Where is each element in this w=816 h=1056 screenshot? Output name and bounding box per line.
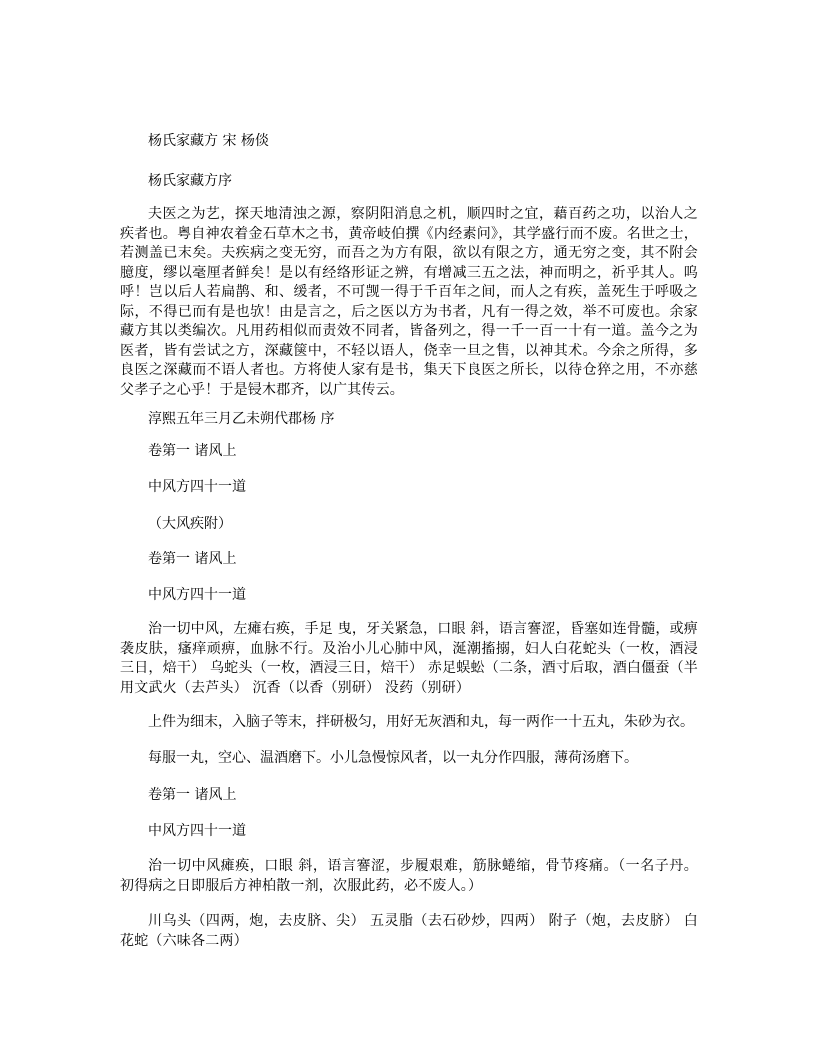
ingredients-list: 川乌头（四两，炮，去皮脐、尖） 五灵脂（去石砂炒，四两） 附子（炮，去皮脐） 白花蛇（六味各二两）	[120, 913, 698, 949]
preface-title: 杨氏家藏方序	[148, 173, 232, 189]
recipe-count-heading: 中风方四十一道	[148, 479, 246, 495]
section-note: （大风疾附）	[148, 516, 232, 532]
recipe-indication-paragraph: 治一切中风，左瘫右痪，手足 曳，牙关紧急，口眼 斜，语言謇涩，昏塞如连骨髓，或痹袭皮肤，瘙痒顽痹，血脉不行。及治小儿心肺中风，涎潮搐搦，妇人白花蛇头（一枚，酒浸三日，焙干） 乌蛇头（一枚，酒浸三日，焙干） 赤足蜈蚣（二条，酒寸后取，酒白僵蚕（半用文武火（去芦头） 沉香（以香（别研） 没药（别研）	[120, 621, 698, 696]
dosage-instructions: 每服一丸，空心、温酒磨下。小儿急慢惊风者，以一丸分作四服，薄荷汤磨下。	[148, 750, 638, 766]
preface-signature: 淳熙五年三月乙未朔代郡杨 序	[148, 411, 335, 427]
volume-heading: 卷第一 诸风上	[148, 443, 237, 459]
recipe-count-heading: 中风方四十一道	[148, 587, 246, 603]
volume-heading: 卷第一 诸风上	[148, 551, 237, 567]
volume-heading: 卷第一 诸风上	[148, 787, 237, 803]
recipe-count-heading: 中风方四十一道	[148, 823, 246, 839]
preparation-method: 上件为细末，入脑子等末，拌研极匀，用好无灰酒和丸，每一两作一十五丸，朱砂为衣。	[148, 714, 694, 730]
preface-body: 夫医之为艺，探天地清浊之源，察阴阳消息之机，顺四时之宜，藉百药之功，以治人之疾者也。粤自神农着金石草木之书，黄帝岐伯撰《内经素问》，其学盛行而不废。名世之士，若测盖已末矣。夫疾病之变无穷，而吾之为方有限，欲以有限之方，通无穷之变，其不附会臆度，缪以毫厘者鲜矣！是以有经络形证之辨，有增减三五之法，神而明之，祈乎其人。呜呼！岂以后人若扁鹊、和、缓者，不可觊一得于千百年之间，而人之有疾，盖死生于呼吸之际，不得已而有是也欤！由是言之，后之医以方为书者，凡有一得之效，举不可废也。余家藏方其以类编次。凡用药相似而责效不同者，皆备列之，得一千一百一十有一道。盖今之为医者，皆有尝试之方，深藏箧中，不轻以语人，侥幸一旦之售，以神其术。今余之所得，多良医之深藏而不语人者也。方将使人家有是书，集天下良医之所长，以待仓猝之用，不亦慈父孝子之心乎！于是锓木郡齐，以广其传云。	[120, 206, 698, 398]
recipe-indication-paragraph: 治一切中风瘫痪，口眼 斜，语言謇涩，步履艰难，筋脉蜷缩，骨节疼痛。（一名子丹。初得病之日即服后方神柏散一剂，次服此药，必不废人。）	[120, 858, 698, 894]
document-title: 杨氏家藏方 宋 杨倓	[148, 133, 269, 149]
